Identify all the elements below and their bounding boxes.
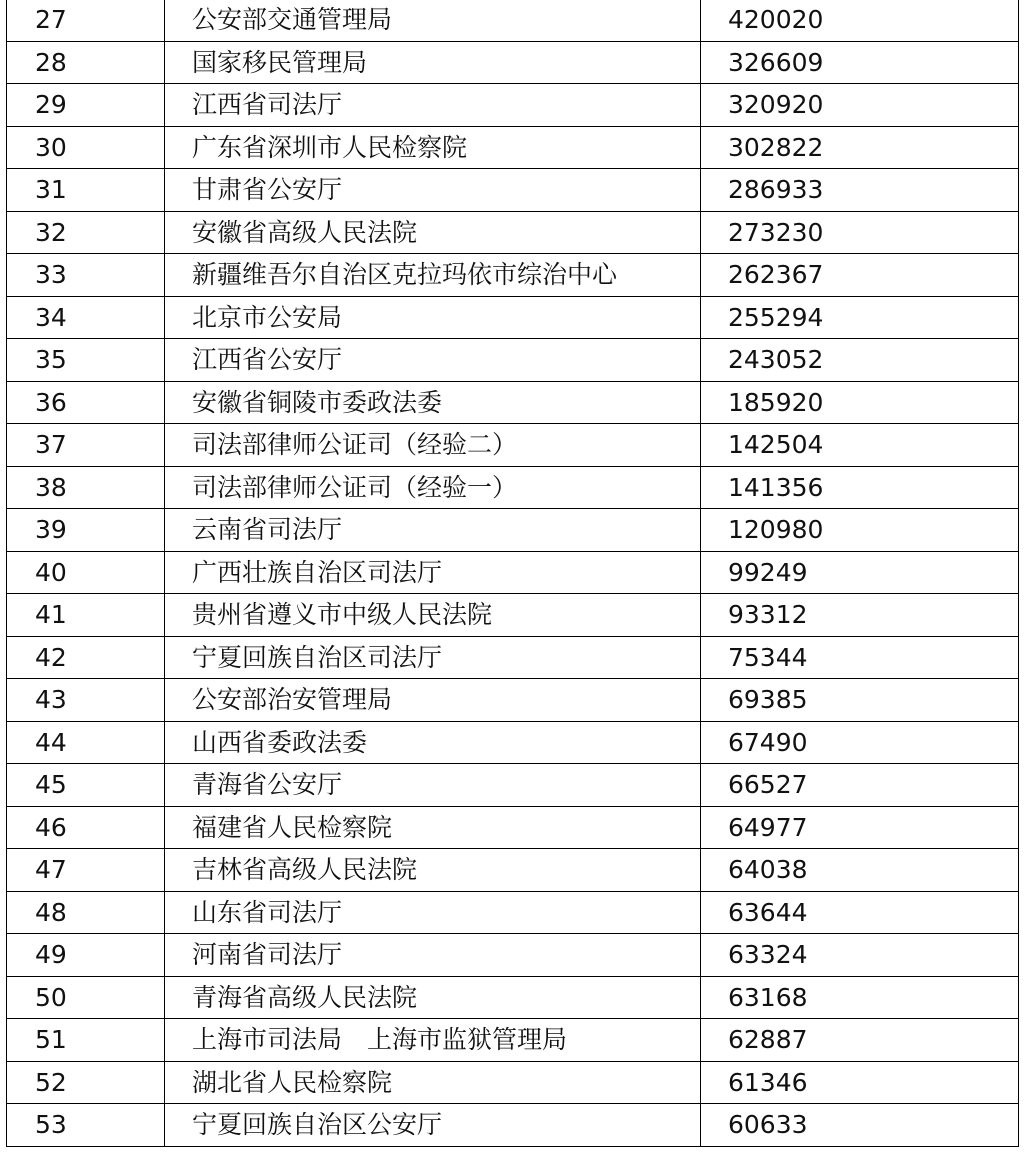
- rank-cell: 27: [7, 0, 165, 41]
- table-row: [7, 934, 1019, 977]
- value-cell: 99249: [701, 551, 1019, 594]
- value-cell: 61346: [701, 1061, 1019, 1104]
- value-cell: 185920: [701, 381, 1019, 424]
- rank-cell: 33: [7, 254, 165, 297]
- org-cell: 上海市司法局 上海市监狱管理局: [165, 1019, 701, 1062]
- rank-cell: 50: [7, 976, 165, 1019]
- table-row: [7, 84, 1019, 127]
- rank-cell: 36: [7, 381, 165, 424]
- value-cell: 62887: [701, 1019, 1019, 1062]
- ranking-table: [6, 0, 1019, 1147]
- value-cell: 66527: [701, 764, 1019, 807]
- org-cell: 山西省委政法委: [165, 721, 701, 764]
- org-cell: 安徽省高级人民法院: [165, 211, 701, 254]
- table-row: [7, 976, 1019, 1019]
- value-cell: 302822: [701, 126, 1019, 169]
- table-row: [7, 381, 1019, 424]
- org-cell: 宁夏回族自治区公安厅: [165, 1104, 701, 1147]
- table-row: [7, 296, 1019, 339]
- table-row: [7, 1104, 1019, 1147]
- org-cell: 甘肃省公安厅: [165, 169, 701, 212]
- org-cell: 吉林省高级人民法院: [165, 849, 701, 892]
- value-cell: 262367: [701, 254, 1019, 297]
- org-cell: 青海省公安厅: [165, 764, 701, 807]
- rank-cell: 31: [7, 169, 165, 212]
- value-cell: 255294: [701, 296, 1019, 339]
- rank-cell: 37: [7, 424, 165, 467]
- org-cell: 山东省司法厅: [165, 891, 701, 934]
- rank-cell: 40: [7, 551, 165, 594]
- org-cell: 安徽省铜陵市委政法委: [165, 381, 701, 424]
- org-cell: 福建省人民检察院: [165, 806, 701, 849]
- rank-cell: 41: [7, 594, 165, 637]
- value-cell: 64038: [701, 849, 1019, 892]
- value-cell: 64977: [701, 806, 1019, 849]
- org-cell: 湖北省人民检察院: [165, 1061, 701, 1104]
- table-row: [7, 594, 1019, 637]
- rank-cell: 29: [7, 84, 165, 127]
- table-row: [7, 1019, 1019, 1062]
- value-cell: 63324: [701, 934, 1019, 977]
- value-cell: 273230: [701, 211, 1019, 254]
- rank-cell: 35: [7, 339, 165, 382]
- value-cell: 320920: [701, 84, 1019, 127]
- table-row: [7, 254, 1019, 297]
- table-row: [7, 551, 1019, 594]
- org-cell: 贵州省遵义市中级人民法院: [165, 594, 701, 637]
- table-row: [7, 169, 1019, 212]
- table-row: [7, 211, 1019, 254]
- table-row: [7, 41, 1019, 84]
- value-cell: 141356: [701, 466, 1019, 509]
- table-row: [7, 721, 1019, 764]
- rank-cell: 42: [7, 636, 165, 679]
- table-row: [7, 806, 1019, 849]
- org-cell: 公安部治安管理局: [165, 679, 701, 722]
- value-cell: 75344: [701, 636, 1019, 679]
- org-cell: 云南省司法厅: [165, 509, 701, 552]
- org-cell: 河南省司法厅: [165, 934, 701, 977]
- value-cell: 69385: [701, 679, 1019, 722]
- rank-cell: 34: [7, 296, 165, 339]
- org-cell: 宁夏回族自治区司法厅: [165, 636, 701, 679]
- rank-cell: 51: [7, 1019, 165, 1062]
- table-row: [7, 126, 1019, 169]
- rank-cell: 46: [7, 806, 165, 849]
- org-cell: 广西壮族自治区司法厅: [165, 551, 701, 594]
- value-cell: 142504: [701, 424, 1019, 467]
- org-cell: 司法部律师公证司（经验一）: [165, 466, 701, 509]
- org-cell: 青海省高级人民法院: [165, 976, 701, 1019]
- rank-cell: 43: [7, 679, 165, 722]
- org-cell: 司法部律师公证司（经验二）: [165, 424, 701, 467]
- table-row: [7, 509, 1019, 552]
- table-row: [7, 466, 1019, 509]
- value-cell: 63168: [701, 976, 1019, 1019]
- rank-cell: 38: [7, 466, 165, 509]
- table-row: [7, 0, 1019, 41]
- org-cell: 北京市公安局: [165, 296, 701, 339]
- table-row: [7, 679, 1019, 722]
- ranking-table-container: [6, 0, 1018, 1147]
- org-cell: 公安部交通管理局: [165, 0, 701, 41]
- rank-cell: 28: [7, 41, 165, 84]
- rank-cell: 44: [7, 721, 165, 764]
- rank-cell: 52: [7, 1061, 165, 1104]
- value-cell: 93312: [701, 594, 1019, 637]
- rank-cell: 48: [7, 891, 165, 934]
- table-row: [7, 1061, 1019, 1104]
- org-cell: 新疆维吾尔自治区克拉玛依市综治中心: [165, 254, 701, 297]
- table-row: [7, 764, 1019, 807]
- rank-cell: 45: [7, 764, 165, 807]
- value-cell: 243052: [701, 339, 1019, 382]
- org-cell: 国家移民管理局: [165, 41, 701, 84]
- rank-cell: 30: [7, 126, 165, 169]
- value-cell: 120980: [701, 509, 1019, 552]
- table-row: [7, 424, 1019, 467]
- org-cell: 广东省深圳市人民检察院: [165, 126, 701, 169]
- value-cell: 420020: [701, 0, 1019, 41]
- value-cell: 60633: [701, 1104, 1019, 1147]
- table-row: [7, 339, 1019, 382]
- value-cell: 326609: [701, 41, 1019, 84]
- table-row: [7, 636, 1019, 679]
- rank-cell: 39: [7, 509, 165, 552]
- rank-cell: 47: [7, 849, 165, 892]
- value-cell: 63644: [701, 891, 1019, 934]
- value-cell: 67490: [701, 721, 1019, 764]
- rank-cell: 53: [7, 1104, 165, 1147]
- table-row: [7, 891, 1019, 934]
- rank-cell: 49: [7, 934, 165, 977]
- org-cell: 江西省司法厅: [165, 84, 701, 127]
- ranking-table-body: [7, 0, 1019, 1146]
- table-row: [7, 849, 1019, 892]
- value-cell: 286933: [701, 169, 1019, 212]
- org-cell: 江西省公安厅: [165, 339, 701, 382]
- rank-cell: 32: [7, 211, 165, 254]
